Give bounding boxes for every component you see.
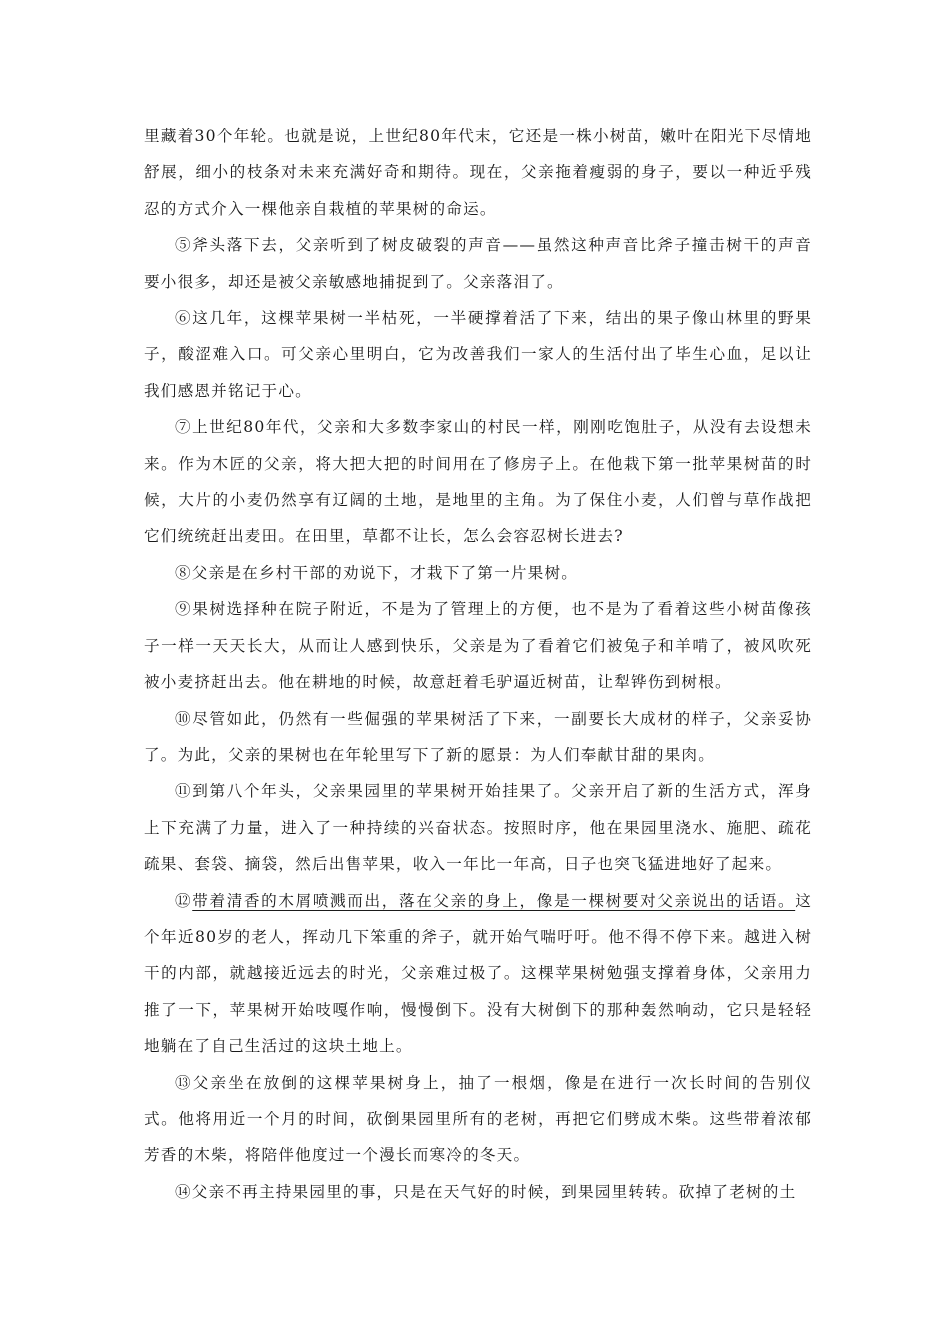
- paragraph-14: ⑭父亲不再主持果园里的事，只是在天气好的时候，到果园里转转。砍掉了老树的土: [175, 1182, 797, 1201]
- document-page: [144, 118, 812, 1210]
- paragraph-12-marker: ⑫: [175, 891, 193, 910]
- paragraph-11: ⑪到第八个年头，父亲果园里的苹果树开始挂果了。父亲开启了新的生活方式，浑身上下充满了力量，进入了一种持续的兴奋状态。按照时序，他在果园里浇水、施肥、疏花疏果、套袋、摘袋，然后出售苹果，收入一年比一年高，日子也突飞猛进地好了起来。: [144, 782, 812, 874]
- paragraph-5: ⑤斧头落下去，父亲听到了树皮破裂的声音——虽然这种声音比斧子撞击树干的声音要小很多，却还是被父亲敏感地捕捉到了。父亲落泪了。: [144, 236, 812, 291]
- paragraph-7: ⑦上世纪80年代，父亲和大多数李家山的村民一样，刚刚吃饱肚子，从没有去设想未来。作为木匠的父亲，将大把大把的时间用在了修房子上。在他栽下第一批苹果树苗的时候，大片的小麦仍然享有辽阔的土地，是地里的主角。为了保住小麦，人们曾与草作战把它们统统赶出麦田。在田里，草都不让长，怎么会容忍树长进去?: [144, 418, 812, 546]
- paragraph-8: ⑧父亲是在乡村干部的劝说下，才栽下了第一片果树。: [175, 563, 579, 582]
- paragraph-12: [144, 883, 812, 1065]
- underlined-sentence: 带着清香的木屑喷溅而出，落在父亲的身上，像是一棵树要对父亲说出的话语。: [192, 891, 796, 910]
- paragraph-4-continued: 里藏着30个年轮。也就是说，上世纪80年代末，它还是一株小树苗，嫩叶在阳光下尽情地舒展，细小的枝条对未来充满好奇和期待。现在，父亲拖着瘦弱的身子，要以一种近乎残忍的方式介入一棵他亲自栽植的苹果树的命运。: [144, 127, 812, 218]
- paragraph-9: ⑨果树选择种在院子附近，不是为了管理上的方便，也不是为了看着这些小树苗像孩子一样一天天长大，从而让人感到快乐，父亲是为了看着它们被兔子和羊啃了，被风吹死被小麦挤赶出去。他在耕地的时候，故意赶着毛驴逼近树苗，让犁铧伤到树根。: [144, 600, 812, 692]
- paragraph-10: ⑩尽管如此，仍然有一些倔强的苹果树活了下来，一副要长大成材的样子，父亲妥协了。为此，父亲的果树也在年轮里写下了新的愿景：为人们奉献甘甜的果肉。: [144, 709, 812, 764]
- paragraph-12-rest: 这个年近80岁的老人，挥动几下笨重的斧子，就开始气喘吁吁。他不得不停下来。越进入树干的内部，就越接近远去的时光，父亲难过极了。这棵苹果树勉强支撑着身体，父亲用力推了一下，苹果树开始吱嘎作响，慢慢倒下。没有大树倒下的那种轰然响动，它只是轻轻地躺在了自己生活过的这块土地上。: [144, 891, 812, 1056]
- paragraph-6: ⑥这几年，这棵苹果树一半枯死，一半硬撑着活了下来，结出的果子像山林里的野果子，酸涩难入口。可父亲心里明白，它为改善我们一家人的生活付出了毕生心血，足以让我们感恩并铭记于心。: [144, 309, 812, 400]
- paragraph-13: ⑬父亲坐在放倒的这棵苹果树身上，抽了一根烟，像是在进行一次长时间的告别仪式。他将用近一个月的时间，砍倒果园里所有的老树，再把它们劈成木柴。这些带着浓郁芳香的木柴，将陪伴他度过一个漫长而寒冷的冬天。: [144, 1073, 812, 1165]
